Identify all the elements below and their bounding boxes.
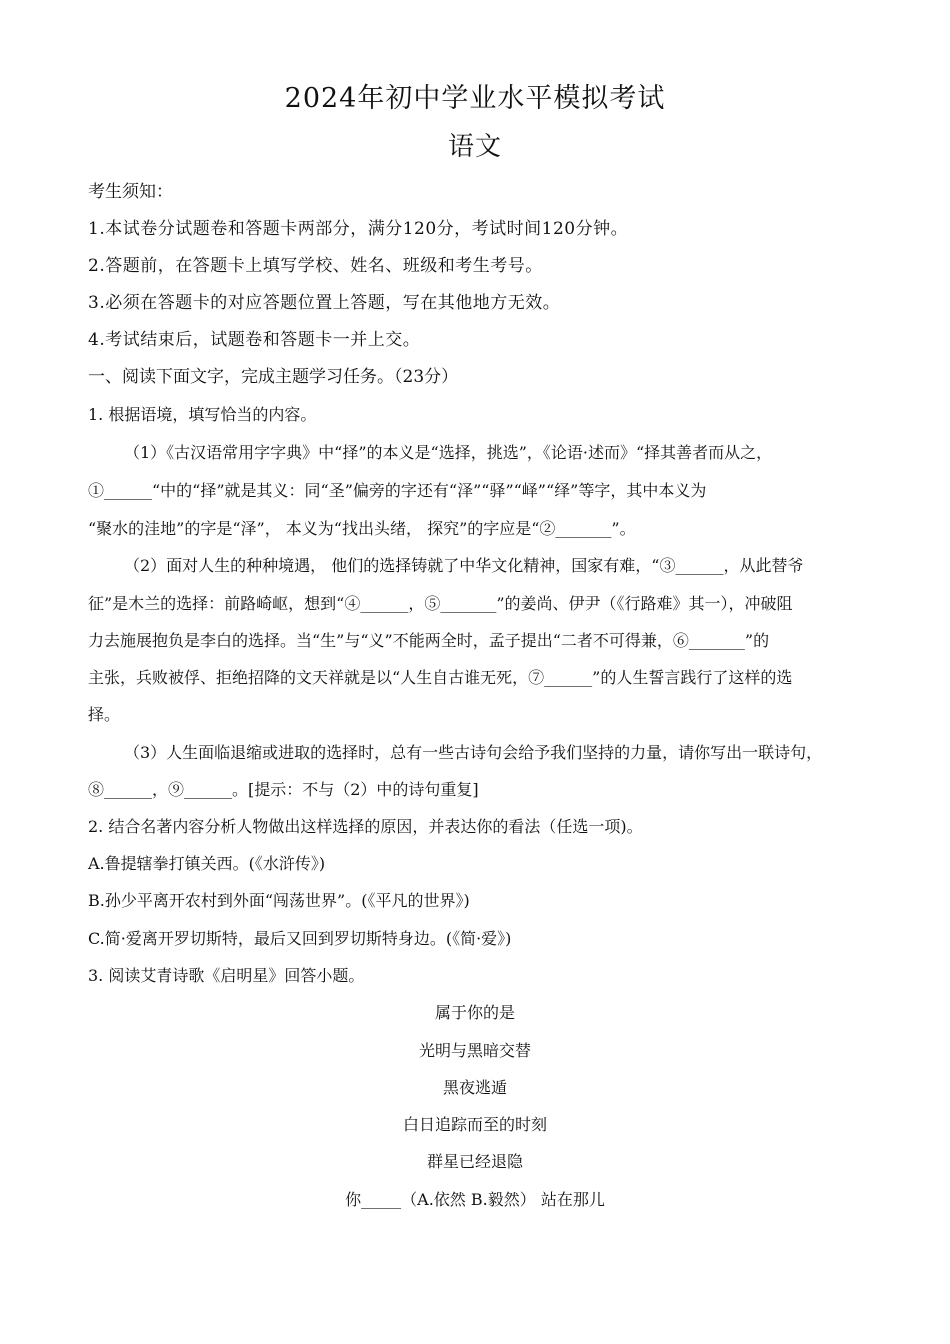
notice-heading: 考生须知： bbox=[88, 182, 173, 202]
poem-line-2: 光明与黑暗交替 bbox=[418, 1041, 531, 1060]
q1-p2-line-3: 力去施展抱负是李白的选择。当“生”与“义”不能两全时，孟子提出“二者不可得兼，⑥_______”的 bbox=[88, 631, 770, 650]
q3-stem: 3. 阅读艾青诗歌《启明星》回答小题。 bbox=[88, 966, 365, 985]
q2-option-c: C.简·爱离开罗切斯特，最后又回到罗切斯特身边。(《简·爱》) bbox=[88, 929, 512, 948]
q2-option-b: B.孙少平离开农村到外面“闯荡世界”。(《平凡的世界》) bbox=[88, 891, 470, 910]
q1-p2-line-4: 主张，兵败被俘、拒绝招降的文天祥就是以“人生自古谁无死，⑦______”的人生誓言践行了这样的选 bbox=[88, 668, 793, 687]
poem-line-3: 黑夜逃遁 bbox=[442, 1078, 507, 1097]
q1-p3-line-2: ⑧______，⑨______。[提示：不与（2）中的诗句重复] bbox=[88, 780, 479, 799]
poem-line-5: 群星已经退隐 bbox=[426, 1152, 523, 1171]
q1-p3-line-1: （3）人生面临退缩或进取的选择时，总有一些古诗句会给予我们坚持的力量，请你写出一联诗句， bbox=[124, 743, 823, 762]
notice-item-1: 1.本试卷分试题卷和答题卡两部分，满分120分，考试时间120分钟。 bbox=[88, 219, 629, 239]
notice-item-2: 2.答题前，在答题卡上填写学校、姓名、班级和考生考号。 bbox=[88, 256, 543, 276]
poem-line-4: 白日追踪而至的时刻 bbox=[402, 1115, 547, 1134]
poem-line-6: 你_____（A.依然 B.毅然） 站在那儿 bbox=[345, 1190, 605, 1209]
q2-option-a: A.鲁提辖拳打镇关西。(《水浒传》) bbox=[88, 854, 326, 873]
q1-p2-line-5: 择。 bbox=[88, 705, 121, 724]
poem-line-1: 属于你的是 bbox=[434, 1003, 515, 1022]
notice-item-3: 3.必须在答题卡的对应答题位置上答题，写在其他地方无效。 bbox=[88, 293, 561, 313]
notice-item-4: 4.考试结束后，试题卷和答题卡一并上交。 bbox=[88, 330, 421, 350]
q1-p1-line-3: “聚水的洼地”的字是“泽”， 本义为“找出头绪， 探究”的字应是“②_______”。 bbox=[88, 519, 636, 538]
q2-stem: 2. 结合名著内容分析人物做出这样选择的原因，并表达你的看法（任选一项)。 bbox=[88, 817, 643, 836]
subject-title: 语文 bbox=[447, 132, 502, 162]
exam-title: 2024年初中学业水平模拟考试 bbox=[284, 83, 666, 114]
q1-stem: 1. 根据语境，填写恰当的内容。 bbox=[88, 405, 317, 424]
q1-p1-line-1: （1）《古汉语常用字字典》中“择”的本义是“选择，挑选”，《论语·述而》“择其善者而从之， bbox=[124, 443, 773, 462]
q1-p2-line-2: 征”是木兰的选择：前路崎岖，想到“④______，⑤_______”的姜尚、伊尹（《行路难》其一），冲破阻 bbox=[88, 594, 793, 613]
section1-heading: 一、阅读下面文字，完成主题学习任务。（23分） bbox=[88, 367, 459, 387]
q1-p2-line-1: （2）面对人生的种种境遇， 他们的选择铸就了中华文化精神，国家有难，“③______，从此替爷 bbox=[124, 556, 804, 575]
q1-p1-line-2: ①______“中的“择”就是其义：同“圣”偏旁的字还有“泽”“驿”“峄”“绎”等字，其中本义为 bbox=[88, 481, 707, 500]
